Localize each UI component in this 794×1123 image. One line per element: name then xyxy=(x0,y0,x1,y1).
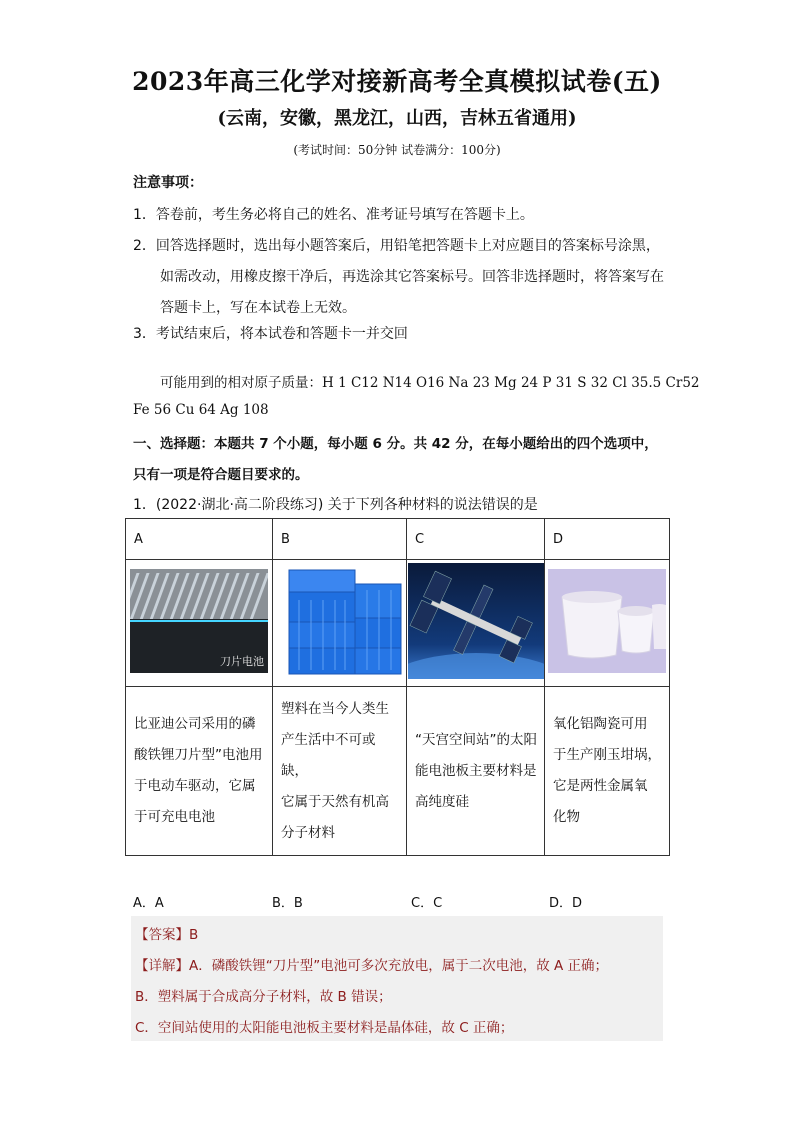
detail-b-text: B．塑料属于合成高分子材料，故 B 错误； xyxy=(135,989,392,1005)
description-b xyxy=(273,687,407,856)
section-heading-line-2: 只有一项是符合题目要求的。 xyxy=(133,467,309,483)
detail-line-a xyxy=(135,954,608,974)
table-header-b: B xyxy=(273,519,407,560)
image-cell-d xyxy=(545,560,670,687)
options-table xyxy=(125,518,670,856)
detail-row-b xyxy=(131,978,663,1009)
desc-d-line: 化物 xyxy=(553,809,580,825)
desc-d-line: 氧化铝陶瓷可用 xyxy=(553,716,648,732)
desc-a-line: 比亚迪公司采用的磷 xyxy=(134,716,256,732)
atomic-mass-line-1: 可能用到的相对原子质量：H 1 C12 N14 O16 Na 23 Mg 24 P 31 S 32 Cl 35.5 Cr52 xyxy=(160,375,700,391)
desc-c-line: 能电池板主要材料是 xyxy=(415,762,537,779)
desc-b-line: 塑料在当今人类生 xyxy=(281,700,389,717)
note-item-2: 2．回答选择题时，选出每小题答案后，用铅笔把答题卡上对应题目的答案标号涂黑， xyxy=(133,238,660,254)
note-item-2-cont: 如需改动，用橡皮擦干净后，再选涂其它答案标号。回答非选择题时，将答案写在 xyxy=(160,269,664,285)
option-c: C．C xyxy=(411,896,443,911)
desc-d-line: 于生产刚玉坩埚， xyxy=(553,747,661,763)
desc-b-line: 产生活中不可或缺， xyxy=(281,731,376,779)
page-subtitle: (云南，安徽，黑龙江，山西，吉林五省通用) xyxy=(217,108,577,129)
image-cell-c xyxy=(407,560,545,687)
description-d xyxy=(545,687,670,856)
table-header-c: C xyxy=(407,519,545,560)
note-item-2-end: 答题卡上，写在本试卷上无效。 xyxy=(160,300,356,316)
detail-row-c xyxy=(131,1009,663,1041)
plastic-crates-image xyxy=(275,560,405,682)
note-item-1: 1．答卷前，考生务必将自己的姓名、准考证号填写在答题卡上。 xyxy=(133,207,534,223)
notes-heading: 注意事项： xyxy=(133,175,203,191)
page-title: 2023年高三化学对接新高考全真模拟试卷(五) xyxy=(132,67,662,96)
desc-c-line: 高纯度硅 xyxy=(415,793,469,810)
description-c xyxy=(407,687,545,856)
desc-d-line: 它是两性金属氧 xyxy=(553,778,648,794)
desc-a-line: 酸铁锂刀片型”电池用 xyxy=(134,747,263,763)
desc-c-line: “天宫空间站”的太阳 xyxy=(415,731,537,748)
table-header-a: A xyxy=(126,519,273,560)
description-a xyxy=(126,687,273,856)
alumina-crucibles-image xyxy=(548,569,666,673)
space-station-image xyxy=(408,563,544,679)
blade-battery-image xyxy=(130,569,268,673)
section-heading-line-1: 一、选择题：本题共 7 个小题，每小题 6 分。共 42 分，在每小题给出的四个选项中， xyxy=(133,436,658,452)
desc-b-line: 它属于天然有机高 xyxy=(281,793,389,810)
desc-a-line: 于电动车驱动，它属 xyxy=(134,778,256,794)
option-b: B．B xyxy=(272,896,303,911)
desc-b-line: 分子材料 xyxy=(281,824,335,841)
note-item-3: 3．考试结束后，将本试卷和答题卡一并交回 xyxy=(133,326,408,342)
desc-a-line: 于可充电电池 xyxy=(134,809,215,825)
image-cell-b xyxy=(273,560,407,687)
atomic-mass-line-2: Fe 56 Cu 64 Ag 108 xyxy=(133,402,269,418)
option-d: D．D xyxy=(549,896,583,911)
answer-row xyxy=(131,916,663,947)
detail-a-text: A．磷酸铁锂“刀片型”电池可多次充放电，属于二次电池，故 A 正确； xyxy=(189,958,609,974)
table-header-d: D xyxy=(545,519,670,560)
battery-label-text: 刀片电池 xyxy=(220,655,264,668)
detail-row-a xyxy=(131,947,663,978)
exam-time-info: (考试时间：50分钟 试卷满分：100分) xyxy=(293,143,501,157)
detail-label: 【详解】 xyxy=(135,958,189,974)
detail-c-text: C．空间站使用的太阳能电池板主要材料是晶体硅，故 C 正确； xyxy=(135,1020,514,1036)
image-cell-a xyxy=(126,560,273,687)
question-stem: 1．(2022·湖北·高二阶段练习) 关于下列各种材料的说法错误的是 xyxy=(133,497,538,513)
answer-label: 【答案】B xyxy=(135,927,199,943)
option-a: A．A xyxy=(133,896,164,911)
